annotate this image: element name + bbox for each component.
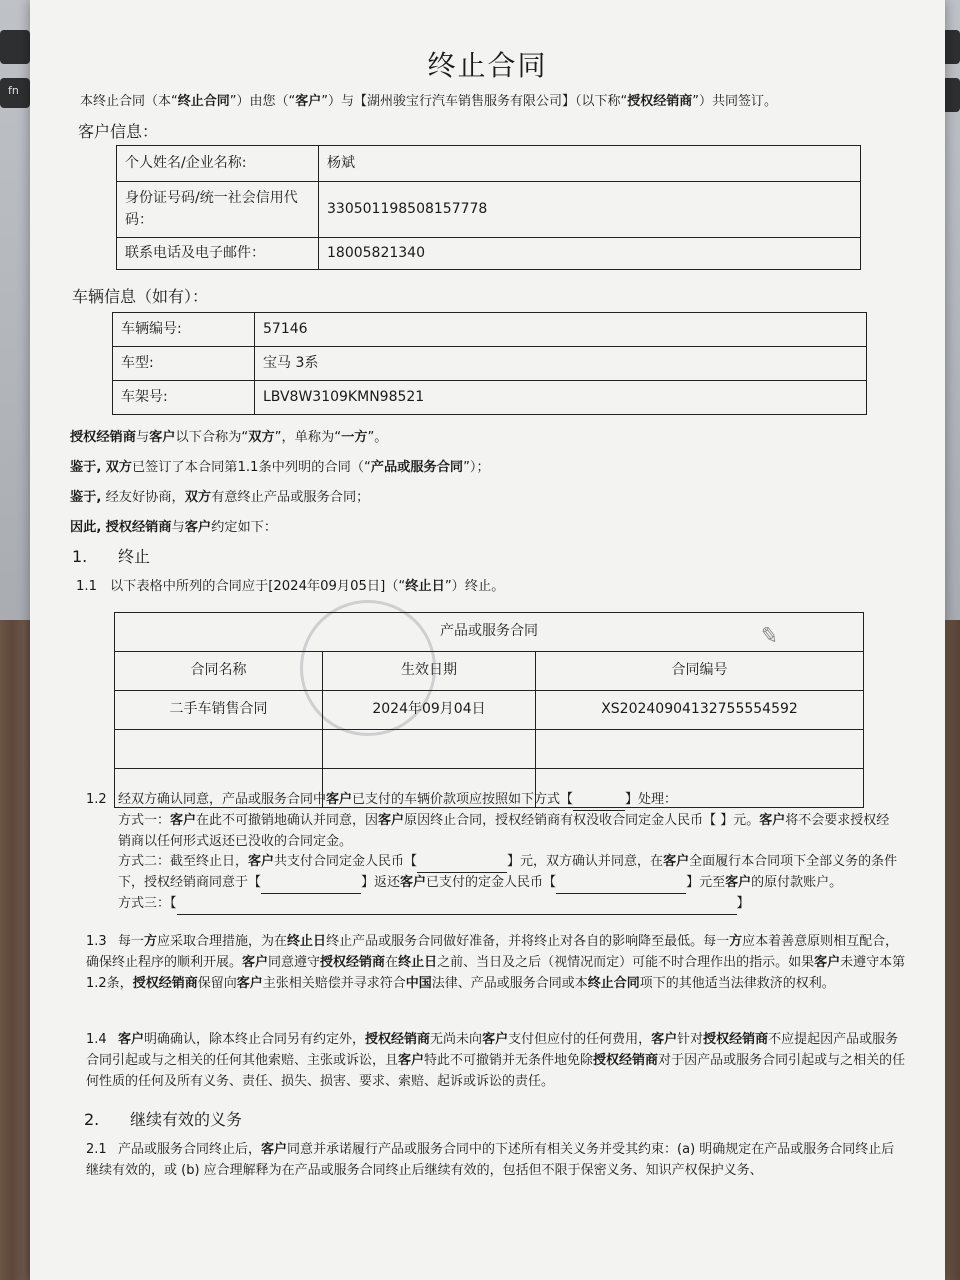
column-header: 合同名称 (115, 652, 323, 691)
method-three: 方式三：【 】 (86, 894, 901, 915)
table-row (117, 146, 861, 182)
vehicle-info-heading: 车辆信息（如有）： (72, 287, 209, 306)
contract-table (114, 612, 864, 808)
table-value: 杨斌 (319, 146, 861, 182)
table-row (117, 238, 861, 270)
document-page (30, 0, 945, 1280)
column-header: 生效日期 (323, 652, 536, 691)
table-label: 个人姓名/企业名称: (117, 146, 319, 182)
table-cell: 二手车销售合同 (115, 691, 323, 730)
clause-1-1: 1.1 以下表格中所列的合同应于[2024年09月05日]（“终止日”）终止。 (76, 579, 505, 594)
whereas-clause-1: 鉴于, 双方已签订了本合同第1.1条中列明的合同（“产品或服务合同”）； (70, 460, 490, 475)
clause-2-1: 2.1 产品或服务合同终止后，客户同意并承诺履行产品或服务合同中的下述所有相关义务并受其约束：(a) 明确规定在产品或服务合同终止后继续有效的，或 (b) 应合理解释为在产品或服务合同终止后继续有效的，包括但不限于保密义务、知识产权保护义务、 (86, 1142, 895, 1178)
method-two: 方式二：截至终止日，客户共支付合同定金人民币【 】元，双方确认并同意，在客户全面履行本合同项下全部义务的条件下，授权经销商同意于【 】返还客户已支付的定金人民币【 】元至客户的原付款账户。 (86, 852, 901, 894)
table-row (115, 730, 864, 769)
keyboard-key (0, 30, 30, 64)
table-header: 产品或服务合同 (115, 613, 864, 652)
table-value: 57146 (255, 313, 867, 347)
table-row (117, 182, 861, 238)
table-label: 身份证号码/统一社会信用代码： (117, 182, 319, 238)
table-row (115, 652, 864, 691)
table-label: 联系电话及电子邮件： (117, 238, 319, 270)
method-one: 方式一：客户在此不可撤销地确认并同意，因客户原因终止合同，授权经销商有权没收合同定金人民币【 】元。客户将不会要求授权经销商以任何形式返还已没收的合同定金。 (118, 812, 890, 849)
parties-definition: 授权经销商与客户以下合称为“双方”，单称为“一方”。 (70, 430, 388, 445)
fn-key: fn (0, 78, 30, 108)
clause-1-2-intro: 1.2 经双方确认同意，产品或服务合同中客户已支付的车辆价款项应按照如下方式【 】处理： (86, 790, 901, 811)
column-header: 合同编号 (536, 652, 864, 691)
table-row (115, 691, 864, 730)
table-label: 车架号: (113, 381, 255, 415)
customer-info-table (116, 145, 861, 270)
whereas-clause-2: 鉴于, 经友好协商，双方有意终止产品或服务合同； (70, 490, 370, 505)
table-value: 330501198508157778 (319, 182, 861, 238)
table-row (113, 313, 867, 347)
table-value: 宝马 3系 (255, 347, 867, 381)
table-row (113, 381, 867, 415)
clause-1-2 (86, 790, 901, 915)
customer-info-heading: 客户信息： (78, 122, 159, 141)
table-cell (323, 730, 536, 769)
clause-1-3: 1.3 每一方应采取合理措施，为在终止日终止产品或服务合同做好准备，并将终止对各自的影响降至最低。每一方应本着善意原则相互配合，确保终止程序的顺利开展。客户同意遵守授权经销商在终止日之前、当日及之后（视情况而定）可能不时合理作出的指示。如果客户未遵守本第1.2条，授权经销商保留向客户主张相关赔偿并寻求符合中国法律、产品或服务合同或本终止合同项下的其他适当法律救济的权利。 (86, 934, 906, 991)
therefore-clause: 因此, 授权经销商与客户约定如下： (70, 520, 278, 535)
vehicle-info-table (112, 312, 867, 415)
table-cell: XS20240904132755554592 (536, 691, 864, 730)
table-label: 车辆编号: (113, 313, 255, 347)
page-title: 终止合同 (427, 49, 548, 82)
table-value: LBV8W3109KMN98521 (255, 381, 867, 415)
section-1-heading: 1. 终止 (72, 547, 151, 566)
table-cell (536, 730, 864, 769)
table-header-row (115, 613, 864, 652)
table-value: 18005821340 (319, 238, 861, 270)
table-label: 车型: (113, 347, 255, 381)
table-row (113, 347, 867, 381)
clause-1-4: 1.4 客户明确确认，除本终止合同另有约定外，授权经销商无尚未向客户支付但应付的任何费用，客户针对授权经销商不应提起因产品或服务合同引起或与之相关的任何其他索赔、主张或诉讼，且客户特此不可撤销并无条件地免除授权经销商对于因产品或服务合同引起或与之相关的任何性质的任何及所有义务、责任、损失、损害、要求、索赔、起诉或诉讼的责任。 (86, 1032, 906, 1089)
intro-paragraph: 本终止合同（本“终止合同”）由您（“客户”）与【湖州骏宝行汽车销售服务有限公司】（以下称“授权经销商”）共同签订。 (80, 94, 778, 109)
table-cell (115, 730, 323, 769)
section-2-heading: 2. 继续有效的义务 (84, 1110, 243, 1129)
handwritten-mark: ✎ (758, 622, 781, 651)
table-cell: 2024年09月04日 (323, 691, 536, 730)
